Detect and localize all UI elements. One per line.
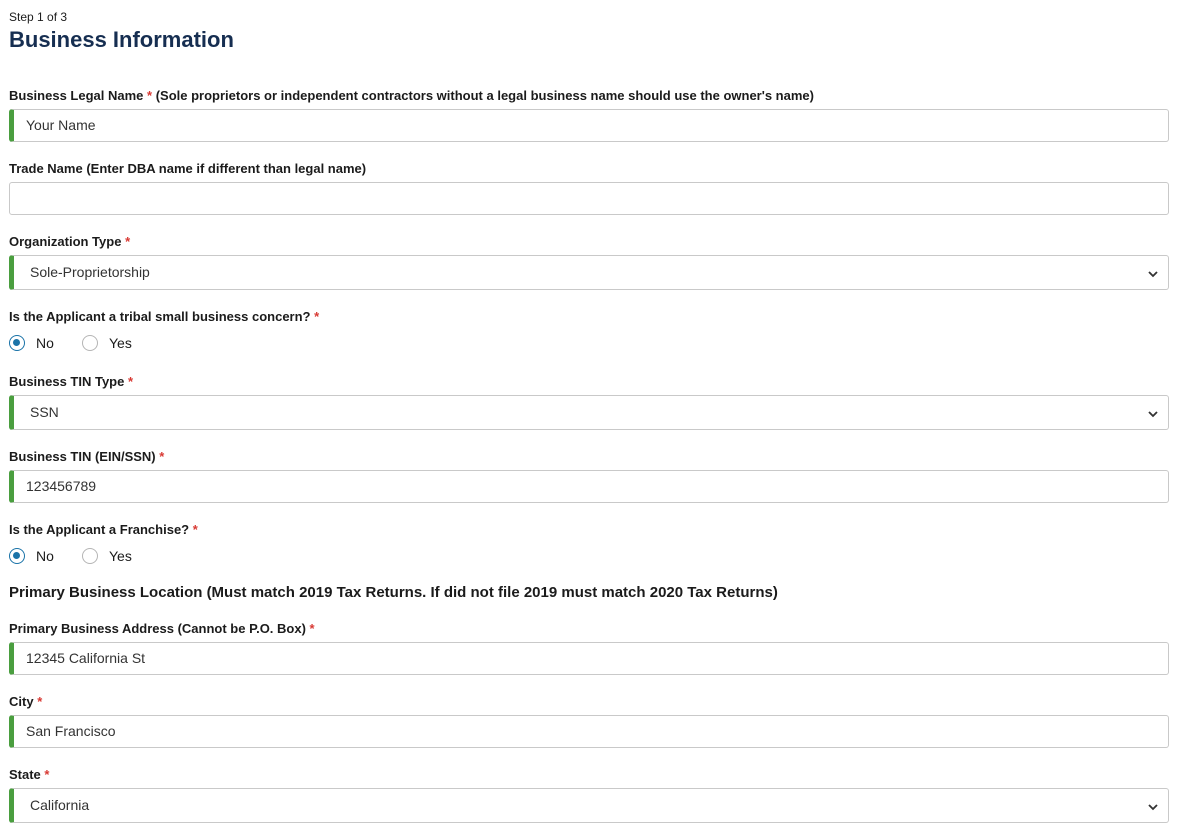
city-value: San Francisco [26,723,116,739]
tin-type-value: SSN [30,404,59,420]
city-label [9,694,42,709]
radio-unselected[interactable] [82,335,98,351]
state-value: California [30,797,90,813]
tribal-radio-no-label: No [36,335,54,351]
city-input[interactable] [9,715,1169,748]
radio-selected[interactable] [9,335,25,351]
tin-type-label [9,374,133,389]
tin-value: 123456789 [26,478,97,494]
trade-name-label-text: Trade Name (Enter DBA name if different than legal name) [9,161,367,176]
page-title: Business Information [9,27,234,52]
required-marker: * [37,694,43,709]
tin-label-text: Business TIN (EIN/SSN) [9,449,156,464]
required-marker: * [314,309,320,324]
required-marker: * [309,621,315,636]
tin-type-select[interactable] [9,395,1169,430]
org-type-select[interactable] [9,255,1169,290]
radio-selected[interactable] [9,548,25,564]
location-section-heading: Primary Business Location (Must match 2019 Tax Returns. If did not file 2019 must match 2020 Tax Returns) [9,584,778,601]
tribal-radio-yes[interactable] [82,335,142,355]
tin-input[interactable] [9,470,1169,503]
legal-name-input[interactable] [9,109,1169,142]
state-label-text: State [9,767,41,782]
required-marker: * [192,522,198,537]
tribal-radio-yes-label: Yes [109,335,132,351]
franchise-radio-no[interactable] [9,548,69,568]
step-indicator: Step 1 of 3 [9,10,68,24]
chevron-down-icon [1147,268,1159,280]
address-label-text: Primary Business Address (Cannot be P.O. Box) [9,621,306,636]
trade-name-label [9,161,366,176]
tin-label [9,449,164,464]
address-value: 12345 California St [26,650,146,666]
org-type-label [9,234,130,249]
legal-name-value: Your Name [26,117,96,133]
radio-unselected[interactable] [82,548,98,564]
legal-name-note: (Sole proprietors or independent contractors without a legal business name should use the owner's name) [155,88,814,103]
city-label-text: City [9,694,34,709]
chevron-down-icon [1147,408,1159,420]
tribal-label [9,309,319,324]
required-marker: * [147,88,153,103]
legal-name-label-text: Business Legal Name [9,88,144,103]
chevron-down-icon [1147,801,1159,813]
tribal-radio-no[interactable] [9,335,69,355]
org-type-value: Sole-Proprietorship [30,264,150,280]
required-marker: * [127,374,134,389]
franchise-radio-yes-label: Yes [109,548,132,564]
state-label [9,767,49,782]
address-input[interactable] [9,642,1169,675]
franchise-label [9,522,198,537]
required-marker: * [159,449,165,464]
legal-name-label [9,88,814,103]
required-marker: * [125,234,131,249]
franchise-label-text: Is the Applicant a Franchise? [9,522,190,537]
tin-type-label-text: Business TIN Type [9,374,125,389]
franchise-radio-yes[interactable] [82,548,142,568]
franchise-radio-no-label: No [36,548,54,564]
org-type-label-text: Organization Type [9,234,122,249]
address-label [9,621,315,636]
tribal-label-text: Is the Applicant a tribal small business concern? [9,309,311,324]
state-select[interactable] [9,788,1169,823]
required-marker: * [44,767,50,782]
trade-name-input[interactable] [9,182,1169,215]
